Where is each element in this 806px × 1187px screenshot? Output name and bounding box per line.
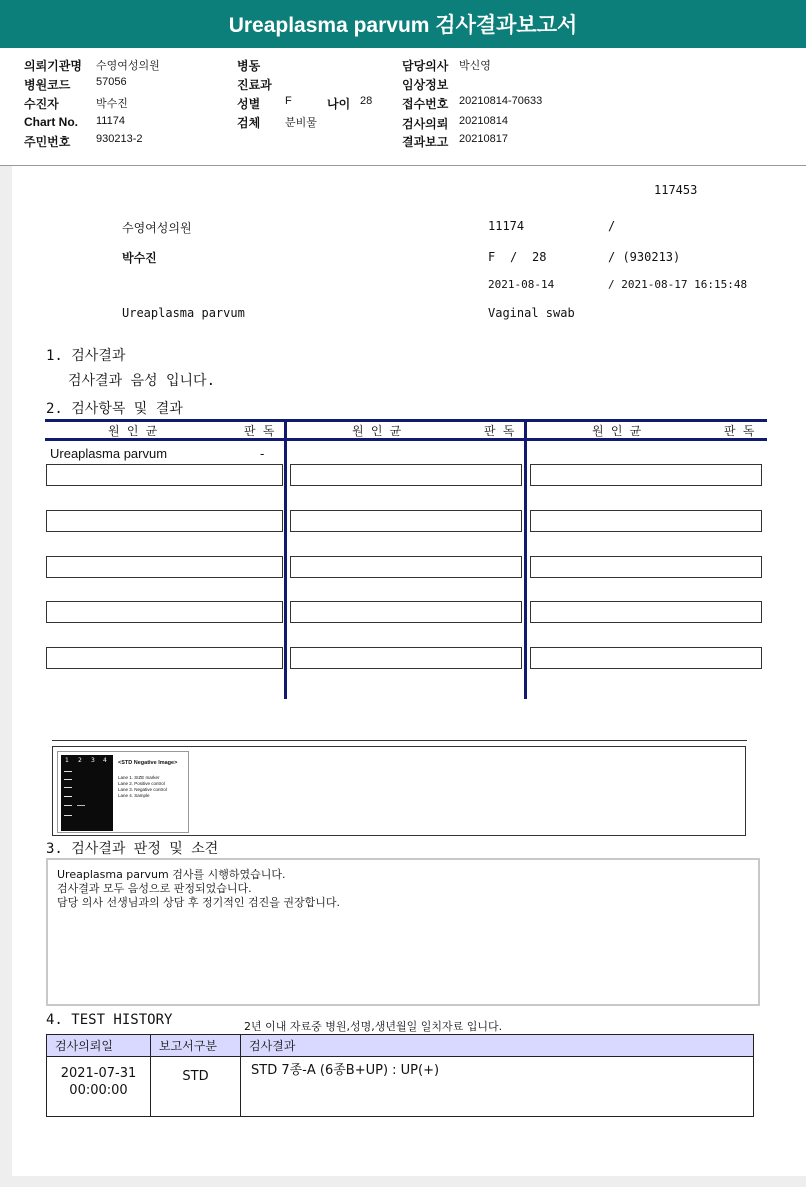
gel-legend-item: Lane 2. Positive control bbox=[118, 781, 165, 786]
gel-panel bbox=[52, 746, 746, 836]
section-title-opinion: 3. 검사결과 판정 및 소견 bbox=[46, 841, 219, 857]
history-header: 검사결과 bbox=[241, 1035, 754, 1057]
result-box bbox=[530, 556, 762, 578]
header-value: 20210814-70633 bbox=[459, 95, 543, 107]
header-label: 수진자 bbox=[24, 97, 59, 111]
result-box bbox=[46, 556, 283, 578]
lane-label: 4 bbox=[103, 757, 107, 764]
gel-legend-item: Lane 3. Negative control bbox=[118, 787, 167, 792]
result-box bbox=[46, 464, 283, 486]
header-label: 접수번호 bbox=[402, 97, 449, 111]
result-box bbox=[290, 556, 522, 578]
history-date: 2021-07-31 bbox=[60, 1066, 137, 1081]
gel-band bbox=[64, 796, 72, 797]
history-table bbox=[46, 1034, 754, 1117]
gel-rule bbox=[52, 740, 747, 741]
table-row bbox=[47, 1057, 754, 1117]
separator: / bbox=[510, 250, 518, 264]
gel-band bbox=[64, 815, 72, 816]
table-column-divider bbox=[284, 419, 287, 699]
page-margin bbox=[0, 166, 12, 1187]
gel-image bbox=[61, 755, 113, 831]
column-header-organism: 원 인 균 bbox=[592, 424, 642, 438]
column-header-result: 판 독 bbox=[484, 424, 515, 438]
history-header-row bbox=[47, 1035, 754, 1057]
result-box bbox=[290, 464, 522, 486]
gel-band bbox=[64, 779, 72, 780]
header-label: 병원코드 bbox=[24, 78, 71, 92]
gel-band bbox=[64, 771, 72, 772]
gel-caption: <STD Negative Image> bbox=[118, 760, 178, 766]
result-box bbox=[530, 464, 762, 486]
opinion-box bbox=[46, 858, 760, 1006]
history-result: STD 7종-A (6종B+UP) : UP(+) bbox=[241, 1057, 754, 1117]
header-value: 11174 bbox=[96, 115, 125, 127]
history-header: 검사의뢰일 bbox=[47, 1035, 151, 1057]
header-value: 28 bbox=[360, 95, 373, 107]
header-label: Chart No. bbox=[24, 115, 78, 129]
result-box bbox=[290, 647, 522, 669]
result-box bbox=[530, 601, 762, 623]
history-header: 보고서구분 bbox=[151, 1035, 241, 1057]
lane-label: 1 bbox=[65, 757, 69, 764]
gel-legend-item: Lane 1. SIZE marker bbox=[118, 775, 160, 780]
column-header-result: 판 독 bbox=[724, 424, 755, 438]
sex: F bbox=[488, 250, 496, 264]
report-title: Ureaplasma parvum 검사결과보고서 bbox=[0, 0, 806, 48]
request-date: 2021-08-14 bbox=[488, 278, 555, 291]
gel-legend-item: Lane 4. Sample bbox=[118, 793, 150, 798]
result-box bbox=[290, 510, 522, 532]
test-name: Ureaplasma parvum bbox=[122, 306, 245, 320]
report-header bbox=[0, 48, 806, 166]
separator: / bbox=[608, 219, 616, 233]
opinion-line: 담당 의사 선생님과의 상담 후 정기적인 검진을 권장합니다. bbox=[57, 896, 340, 909]
page-margin-bottom bbox=[0, 1176, 806, 1187]
header-label: 검체 bbox=[237, 116, 261, 130]
column-header-organism: 원 인 균 bbox=[108, 424, 158, 438]
section-title-history: 4. TEST HISTORY bbox=[46, 1012, 173, 1028]
age: 28 bbox=[532, 250, 547, 264]
chart-number: 11174 bbox=[488, 219, 525, 233]
history-note: 2년 이내 자료중 병원,성명,생년월일 일치자료 입니다. bbox=[244, 1020, 503, 1033]
section-title-result: 1. 검사결과 bbox=[46, 348, 126, 364]
result-box bbox=[290, 601, 522, 623]
result-box bbox=[530, 647, 762, 669]
header-label: 진료과 bbox=[237, 78, 272, 92]
result-box bbox=[46, 601, 283, 623]
lane-label: 3 bbox=[91, 757, 95, 764]
organism-result: - bbox=[260, 446, 265, 461]
result-box bbox=[46, 510, 283, 532]
header-value: 수영여성의원 bbox=[96, 60, 160, 72]
header-value: 20210814 bbox=[459, 115, 508, 127]
header-label: 검사의뢰 bbox=[402, 117, 449, 131]
header-value: 20210817 bbox=[459, 133, 508, 145]
result-box bbox=[46, 647, 283, 669]
table-column-divider bbox=[524, 419, 527, 699]
history-type: STD bbox=[151, 1057, 241, 1117]
header-label: 나이 bbox=[327, 97, 351, 111]
header-label: 성별 bbox=[237, 97, 261, 111]
header-value: F bbox=[285, 95, 292, 107]
header-value: 박수진 bbox=[96, 98, 128, 110]
header-label: 의뢰기관명 bbox=[24, 59, 82, 73]
history-time: 00:00:00 bbox=[69, 1083, 128, 1098]
report-datetime: / 2021-08-17 16:15:48 bbox=[608, 278, 748, 291]
result-summary: 검사결과 음성 입니다. bbox=[68, 373, 216, 389]
gel-image-frame bbox=[57, 751, 189, 833]
header-value: 57056 bbox=[96, 76, 127, 88]
header-value: 박신영 bbox=[459, 60, 491, 72]
section-title-items: 2. 검사항목 및 결과 bbox=[46, 401, 183, 417]
clinic-name: 수영여성의원 bbox=[122, 221, 192, 235]
header-label: 임상정보 bbox=[402, 78, 449, 92]
header-label: 병동 bbox=[237, 59, 261, 73]
header-value: 분비물 bbox=[285, 117, 317, 129]
gel-band bbox=[77, 805, 85, 806]
header-label: 주민번호 bbox=[24, 135, 71, 149]
organism-name: Ureaplasma parvum bbox=[50, 446, 168, 461]
gel-band bbox=[64, 805, 72, 806]
column-header-organism: 원 인 균 bbox=[352, 424, 402, 438]
gel-band bbox=[64, 787, 72, 788]
header-label: 결과보고 bbox=[402, 135, 449, 149]
patient-name: 박수진 bbox=[122, 251, 157, 265]
opinion-line: Ureaplasma parvum 검사를 시행하였습니다. bbox=[57, 868, 286, 881]
history-date-cell bbox=[47, 1057, 151, 1117]
report-number: 117453 bbox=[654, 183, 698, 197]
lane-label: 2 bbox=[78, 757, 82, 764]
specimen: Vaginal swab bbox=[488, 306, 575, 320]
opinion-line: 검사결과 모두 음성으로 판정되었습니다. bbox=[57, 882, 252, 895]
header-label: 담당의사 bbox=[402, 59, 449, 73]
result-box bbox=[530, 510, 762, 532]
resident-number: / (930213) bbox=[608, 250, 681, 264]
header-value: 930213-2 bbox=[96, 133, 143, 145]
column-header-result: 판 독 bbox=[244, 424, 275, 438]
